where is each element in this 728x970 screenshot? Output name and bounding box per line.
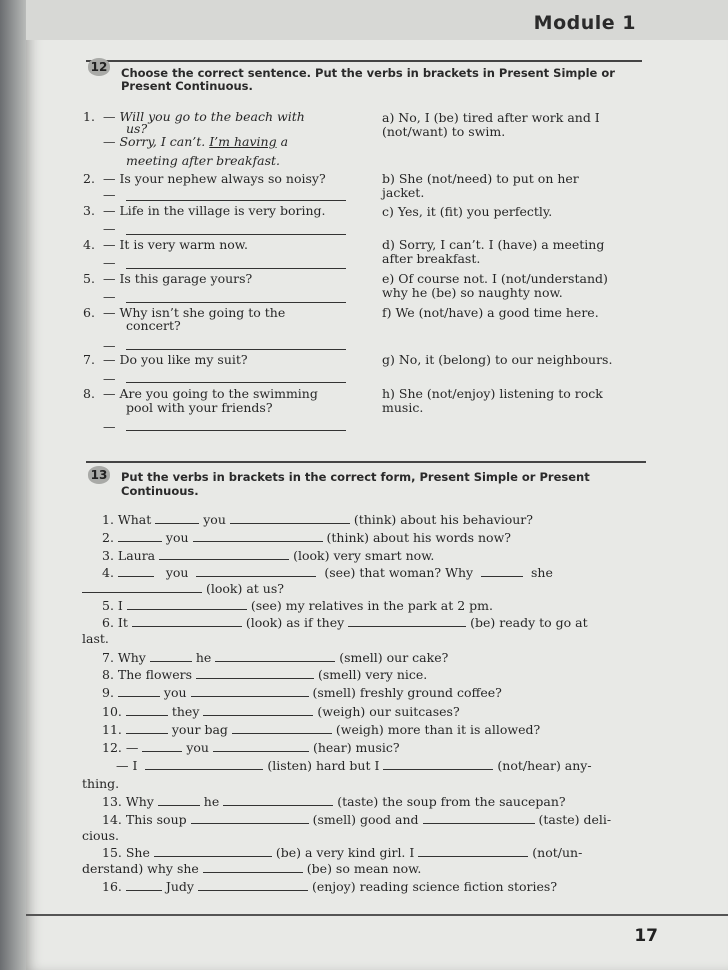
footer-divider — [26, 914, 728, 916]
response-dash: — — [103, 221, 116, 236]
response-dash: — — [103, 187, 116, 202]
question-text: — Will you go to the beach with — [103, 109, 305, 124]
question-text: — Life in the village is very boring. — [103, 203, 326, 218]
sentence-8: 8. The flowers (smell) very nice. — [102, 667, 428, 682]
answer-blank[interactable] — [198, 880, 308, 891]
response-dash: — — [103, 371, 116, 386]
sentence-14: 14. This soup (smell) good and (taste) deli- — [102, 812, 612, 827]
answer-blank[interactable] — [142, 741, 182, 752]
question-text: pool with your friends? — [126, 400, 273, 415]
answer-option: h) She (not/enjoy) listening to rock — [382, 386, 603, 401]
answer-blank[interactable] — [215, 651, 335, 662]
answer-option: why he (be) so naughty now. — [382, 285, 563, 300]
question-text: us? — [126, 121, 148, 136]
question-number: 3. — [83, 203, 95, 218]
answer-blank[interactable] — [423, 813, 535, 824]
question-text: — Is this garage yours? — [103, 271, 253, 286]
answer-blank[interactable] — [126, 723, 168, 734]
answer-blank[interactable] — [154, 846, 272, 857]
sentence-2: 2. you (think) about his words now? — [102, 530, 511, 545]
sentence-11: 11. your bag (weigh) more than it is allowed? — [102, 722, 541, 737]
section-divider — [86, 60, 642, 62]
answer-blank[interactable] — [118, 531, 162, 542]
sentence-12: 12. — you (hear) music? — [102, 740, 400, 755]
exercise-12-instruction-line1: Choose the correct sentence. Put the verbs in brackets in Present Simple or — [121, 66, 615, 80]
exercise-number-12: 12 — [88, 58, 110, 76]
answer-option: d) Sorry, I can’t. I (have) a meeting — [382, 237, 605, 252]
answer-blank[interactable] — [418, 846, 528, 857]
answer-blank[interactable] — [118, 686, 160, 697]
question-number: 7. — [83, 352, 95, 367]
question-number: 1. — [83, 109, 95, 124]
question-text: concert? — [126, 318, 181, 333]
example-response: meeting after breakfast. — [126, 153, 281, 168]
sentence-9: 9. you (smell) freshly ground coffee? — [102, 685, 502, 700]
sentence-7: 7. Why he (smell) our cake? — [102, 650, 449, 665]
response-blank[interactable] — [126, 268, 346, 269]
answer-blank[interactable] — [159, 549, 289, 560]
answer-option: (not/want) to swim. — [382, 124, 506, 139]
question-text: — Why isn’t she going to the — [103, 305, 286, 320]
answer-blank[interactable] — [230, 513, 350, 524]
sentence-12-cont: — I (listen) hard but I (not/hear) any- — [116, 758, 592, 773]
question-text: — Do you like my suit? — [103, 352, 248, 367]
question-number: 2. — [83, 171, 95, 186]
response-blank[interactable] — [126, 302, 346, 303]
question-number: 6. — [83, 305, 95, 320]
answer-blank[interactable] — [203, 705, 313, 716]
sentence-13: 13. Why he (taste) the soup from the saucepan? — [102, 794, 566, 809]
answer-blank[interactable] — [145, 759, 263, 770]
exercise-13-instruction-line2: Continuous. — [121, 484, 199, 498]
answer-blank[interactable] — [223, 795, 333, 806]
response-blank[interactable] — [126, 349, 346, 350]
question-text: — It is very warm now. — [103, 237, 248, 252]
question-number: 8. — [83, 386, 95, 401]
sentence-3: 3. Laura (look) very smart now. — [102, 548, 435, 563]
exercise-13-instruction-line1: Put the verbs in brackets in the correct form, Present Simple or Present — [121, 470, 590, 484]
answer-option: music. — [382, 400, 424, 415]
response-blank[interactable] — [126, 430, 346, 431]
sentence-1: 1. What you (think) about his behaviour? — [102, 512, 533, 527]
answer-blank[interactable] — [481, 566, 523, 577]
response-blank[interactable] — [126, 234, 346, 235]
sentence-4: 4. you (see) that woman? Why she — [102, 565, 553, 580]
answer-blank[interactable] — [155, 513, 199, 524]
answer-option: after breakfast. — [382, 251, 481, 266]
answer-option: f) We (not/have) a good time here. — [382, 305, 599, 320]
answer-option: g) No, it (belong) to our neighbours. — [382, 352, 613, 367]
answer-blank[interactable] — [383, 759, 493, 770]
previous-page-edge — [0, 0, 26, 970]
sentence-6: 6. It (look) as if they (be) ready to go at — [102, 615, 588, 630]
sentence-6-cont: last. — [82, 631, 109, 646]
answer-option: a) No, I (be) tired after work and I — [382, 110, 600, 125]
answer-blank[interactable] — [348, 616, 466, 627]
question-text: — Is your nephew always so noisy? — [103, 171, 326, 186]
answer-blank[interactable] — [126, 705, 168, 716]
answer-blank[interactable] — [191, 686, 309, 697]
sentence-5: 5. I (see) my relatives in the park at 2 pm. — [102, 598, 493, 613]
answer-blank[interactable] — [203, 862, 303, 873]
answer-blank[interactable] — [196, 566, 316, 577]
exercise-12-instruction-line2: Present Continuous. — [121, 79, 253, 93]
response-blank[interactable] — [126, 200, 346, 201]
question-number: 5. — [83, 271, 95, 286]
answer-blank[interactable] — [132, 616, 242, 627]
sentence-4-cont: (look) at us? — [82, 582, 284, 596]
sentence-15: 15. She (be) a very kind girl. I (not/un- — [102, 845, 583, 860]
sentence-14-cont: cious. — [82, 828, 119, 843]
response-dash: — — [103, 255, 116, 270]
module-title: Module 1 — [533, 12, 636, 34]
answer-blank[interactable] — [82, 582, 202, 593]
page-header — [26, 0, 728, 40]
answer-blank[interactable] — [126, 880, 162, 891]
answer-blank[interactable] — [213, 741, 309, 752]
response-blank[interactable] — [126, 382, 346, 383]
answer-blank[interactable] — [232, 723, 332, 734]
page-number: 17 — [634, 926, 658, 946]
answer-option: e) Of course not. I (not/understand) — [382, 271, 608, 286]
example-response: — Sorry, I can’t. I’m having a — [103, 134, 289, 149]
sentence-12-cont2: thing. — [82, 776, 120, 791]
sentence-16: 16. Judy (enjoy) reading science fiction stories? — [102, 879, 558, 894]
exercise-number-13: 13 — [88, 466, 110, 484]
answer-blank[interactable] — [158, 795, 200, 806]
question-number: 4. — [83, 237, 95, 252]
answer-blank[interactable] — [150, 651, 192, 662]
answer-option: b) She (not/need) to put on her — [382, 171, 579, 186]
answer-blank[interactable] — [127, 599, 247, 610]
answer-blank[interactable] — [193, 531, 323, 542]
workbook-page — [26, 0, 728, 970]
answer-blank[interactable] — [196, 668, 314, 679]
response-dash: — — [103, 289, 116, 304]
section-divider — [86, 461, 646, 463]
response-dash: — — [103, 338, 116, 353]
answer-blank[interactable] — [191, 813, 309, 824]
response-dash: — — [103, 419, 116, 434]
sentence-10: 10. they (weigh) our suitcases? — [102, 704, 460, 719]
sentence-15-cont: derstand) why she (be) so mean now. — [82, 861, 422, 876]
question-text: — Are you going to the swimming — [103, 386, 318, 401]
answer-blank[interactable] — [118, 566, 154, 577]
answer-option: c) Yes, it (fit) you perfectly. — [382, 204, 553, 219]
answer-option: jacket. — [382, 185, 425, 200]
